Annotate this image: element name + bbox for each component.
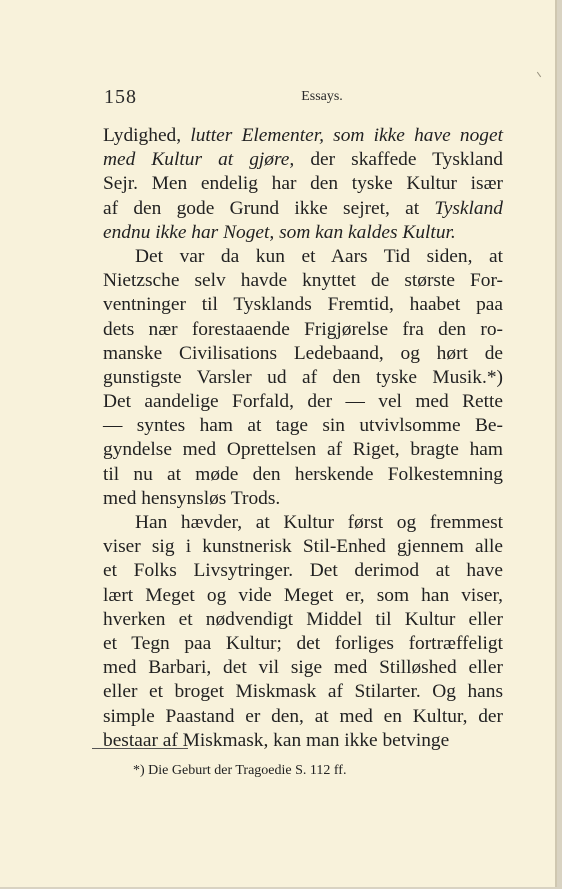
- italic-phrase: endnu ikke har Noget, som kan kaldes Kultur.: [103, 221, 456, 243]
- text-run: eller et broget Miskmask af Stilarter. Og hans: [103, 681, 503, 703]
- text-run: — syntes ham at tage sin utvivlsomme Be-: [103, 415, 503, 437]
- text-run: hverken et nødvendigt Middel til Kultur eller: [103, 608, 503, 630]
- text-line: [103, 197, 503, 221]
- text-run: viser sig i kunstnerisk Stil-Enhed gjennem alle: [103, 536, 503, 558]
- text-run: Det var da kun et Aars Tid siden, at: [135, 245, 503, 267]
- text-run: manske Civilisations Ledebaand, og hørt de: [103, 342, 503, 364]
- text-line: [103, 366, 503, 390]
- text-line: [103, 245, 503, 269]
- text-line: [103, 584, 503, 608]
- running-title: Essays.: [301, 89, 343, 104]
- text-run: et Folks Livsytringer. Det derimod at have: [103, 560, 503, 582]
- text-line: [103, 318, 503, 342]
- text-run: simple Paastand er den, at med en Kultur, der: [103, 705, 503, 727]
- text-line: [103, 535, 503, 559]
- text-line: [103, 729, 503, 753]
- text-line: [103, 342, 503, 366]
- running-head: [104, 86, 500, 110]
- text-run: gyndelse med Oprettelsen af Riget, bragte ham: [103, 439, 503, 461]
- text-run: til nu at møde den herskende Folkestemning: [103, 463, 503, 485]
- footnote: *) Die Geburt der Tragoedie S. 112 ff.: [133, 763, 347, 778]
- text-line: [103, 221, 503, 245]
- text-run: dets nær forestaaende Frigjørelse fra den ro-: [103, 318, 503, 340]
- text-line: [103, 414, 503, 438]
- text-run: af den gode Grund ikke sejret, at: [103, 197, 435, 219]
- text-run: der skaffede Tyskland: [294, 149, 503, 171]
- text-run: Han hævder, at Kultur først og fremmest: [135, 512, 503, 533]
- text-run: gunstigste Varsler ud af den tyske Musik.*): [103, 366, 503, 388]
- footnote-rule: [92, 748, 188, 749]
- body-text: [103, 124, 503, 753]
- text-line: [103, 511, 503, 535]
- text-run: lært Meget og vide Meget er, som han viser,: [103, 584, 503, 606]
- text-line: [103, 559, 503, 583]
- text-run: Det aandelige Forfald, der — vel med Rette: [103, 391, 503, 413]
- text-line: [103, 463, 503, 487]
- text-line: [103, 705, 503, 729]
- text-run: Sejr. Men endelig har den tyske Kultur især: [103, 173, 503, 195]
- italic-phrase: med Kultur at gjøre,: [103, 149, 295, 171]
- text-run: med hensynsløs Trods.: [103, 487, 281, 509]
- text-run: ventninger til Tysklands Fremtid, haabet paa: [103, 294, 503, 316]
- text-line: [103, 148, 503, 172]
- text-line: [103, 293, 503, 317]
- text-run: bestaar af Miskmask, kan man ikke betvinge: [103, 729, 450, 751]
- paper-speck: [537, 72, 541, 77]
- text-line: [103, 487, 503, 511]
- page-number: 158: [104, 86, 137, 108]
- text-run: et Tegn paa Kultur; det forliges fortræffeligt: [103, 632, 503, 654]
- text-run: Lydighed,: [103, 125, 191, 146]
- text-line: [103, 632, 503, 656]
- text-line: [103, 172, 503, 196]
- italic-phrase: lutter Elementer, som ikke have noget: [190, 125, 503, 146]
- text-line: [103, 269, 503, 293]
- text-line: [103, 608, 503, 632]
- text-run: med Barbari, det vil sige med Stilløshed eller: [103, 657, 503, 679]
- text-line: [103, 680, 503, 704]
- text-line: [103, 390, 503, 414]
- text-line: [103, 656, 503, 680]
- text-run: Nietzsche selv havde knyttet de største For-: [103, 270, 503, 292]
- text-line: [103, 124, 503, 148]
- italic-phrase: Tyskland: [434, 197, 503, 219]
- text-line: [103, 438, 503, 462]
